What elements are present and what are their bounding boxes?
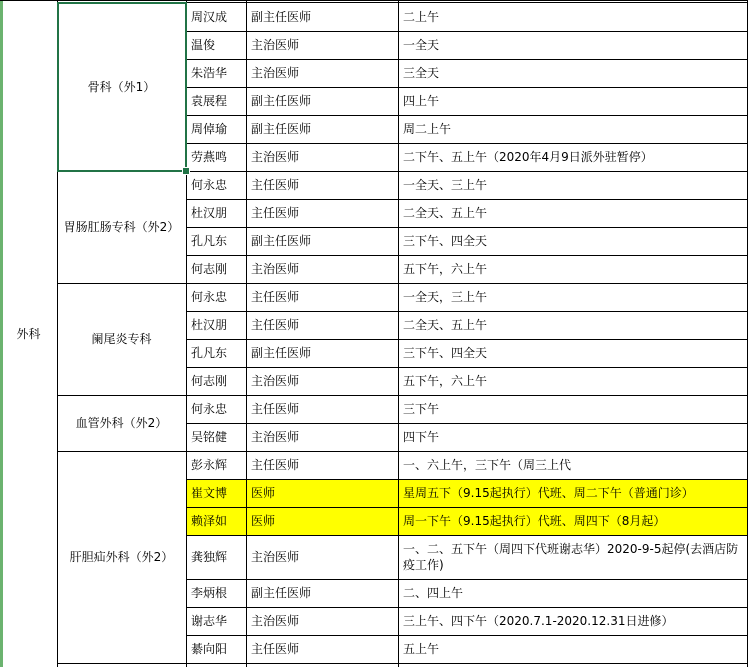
grid-line xyxy=(186,199,747,200)
schedule-cell[interactable]: 三下午 xyxy=(403,402,440,416)
doctor-title-cell[interactable]: 主任医师 xyxy=(251,642,300,656)
schedule-cell[interactable]: 二下午、五上午（2020年4月9日派外驻暂停） xyxy=(403,150,653,164)
grid-line xyxy=(186,635,747,636)
doctor-name-cell[interactable]: 周汉成 xyxy=(191,9,228,24)
doctor-name-cell[interactable]: 綦向阳 xyxy=(191,642,228,656)
doctor-title-cell[interactable]: 主治医师 xyxy=(251,66,300,80)
doctor-name-cell[interactable]: 谢志华 xyxy=(191,614,228,628)
doctor-title-cell[interactable]: 主任医师 xyxy=(251,318,300,332)
subdepartment-cell[interactable]: 肝胆疝外科（外2） xyxy=(69,550,174,564)
doctor-title-cell[interactable]: 主治医师 xyxy=(251,38,300,52)
grid-line xyxy=(186,479,747,480)
doctor-name-cell[interactable]: 孔凡东 xyxy=(191,346,228,360)
schedule-cell[interactable]: 一、六上午，三下午（周三上代 xyxy=(403,458,572,472)
grid-line xyxy=(246,0,247,667)
doctor-name-cell[interactable]: 孔凡东 xyxy=(191,234,228,248)
schedule-cell[interactable]: 二全天、五上午 xyxy=(403,318,488,332)
doctor-title-cell[interactable]: 副主任医师 xyxy=(251,122,312,136)
doctor-name-cell[interactable]: 何永忠 xyxy=(191,178,228,192)
grid-line xyxy=(186,507,747,508)
doctor-name-cell[interactable]: 何志刚 xyxy=(191,262,228,276)
selected-cell-border xyxy=(57,2,187,172)
schedule-cell[interactable]: 三下午、四全天 xyxy=(403,346,488,360)
grid-line xyxy=(186,423,747,424)
grid-line xyxy=(747,0,748,667)
schedule-cell[interactable]: 三全天 xyxy=(403,66,440,80)
grid-line xyxy=(186,2,747,3)
doctor-name-cell[interactable]: 温俊 xyxy=(191,38,216,52)
grid-line xyxy=(398,0,399,667)
doctor-title-cell[interactable]: 副主任医师 xyxy=(251,346,312,360)
schedule-cell[interactable]: 一全天 xyxy=(403,38,440,52)
schedule-cell[interactable]: 五下午，六上午 xyxy=(403,374,488,388)
grid-line xyxy=(57,663,186,664)
doctor-title-cell[interactable]: 副主任医师 xyxy=(251,234,312,248)
schedule-cell[interactable]: 四上午 xyxy=(403,94,440,108)
doctor-title-cell[interactable]: 主任医师 xyxy=(251,178,300,192)
doctor-name-cell[interactable]: 何志刚 xyxy=(191,374,228,388)
schedule-cell[interactable]: 四下午 xyxy=(403,430,440,444)
schedule-cell[interactable]: 五下午，六上午 xyxy=(403,262,488,276)
schedule-cell[interactable]: 二、四上午 xyxy=(403,586,464,600)
schedule-cell[interactable]: 二全天、五上午 xyxy=(403,206,488,220)
doctor-title-cell[interactable]: 主任医师 xyxy=(251,206,300,220)
subdepartment-cell[interactable]: 血管外科（外2） xyxy=(75,416,168,430)
doctor-name-cell[interactable]: 杜汉朋 xyxy=(191,206,228,220)
schedule-cell[interactable]: 三下午、四全天 xyxy=(403,234,488,248)
subdepartment-cell[interactable]: 阑尾炎专科 xyxy=(91,332,152,346)
grid-line xyxy=(0,0,747,1)
grid-line xyxy=(186,143,747,144)
schedule-cell[interactable]: 周二上午 xyxy=(403,122,452,136)
subdepartment-cell[interactable]: 胃肠肛肠专科（外2） xyxy=(63,220,180,234)
grid-line xyxy=(186,607,747,608)
grid-line xyxy=(57,283,186,284)
grid-line xyxy=(186,87,747,88)
grid-line xyxy=(186,395,747,396)
grid-line xyxy=(57,451,186,452)
doctor-title-cell[interactable]: 主治医师 xyxy=(251,262,300,276)
schedule-cell[interactable]: 一全天，三上午 xyxy=(403,290,488,304)
grid-line xyxy=(186,367,747,368)
grid-line xyxy=(186,171,747,172)
doctor-name-cell[interactable]: 吴铭健 xyxy=(191,430,228,444)
doctor-name-cell[interactable]: 劳燕鸣 xyxy=(191,150,228,164)
doctor-title-cell[interactable]: 主治医师 xyxy=(251,430,300,444)
grid-line xyxy=(186,339,747,340)
doctor-name-cell[interactable]: 彭永辉 xyxy=(191,458,228,472)
schedule-cell[interactable]: 一、二、五下午（周四下代班谢志华）2020-9-5起停(去酒店防疫工作) xyxy=(403,542,739,572)
fill-handle[interactable] xyxy=(182,167,190,175)
doctor-title-cell[interactable]: 医师 xyxy=(246,479,398,507)
doctor-title-cell[interactable]: 医师 xyxy=(246,507,398,535)
grid-line xyxy=(186,579,747,580)
doctor-name-cell[interactable]: 赖泽如 xyxy=(186,507,246,535)
schedule-cell[interactable]: 一全天、三上午 xyxy=(403,178,488,192)
doctor-title-cell[interactable]: 主任医师 xyxy=(251,458,300,472)
grid-line xyxy=(186,59,747,60)
doctor-title-cell[interactable]: 副主任医师 xyxy=(251,9,312,24)
doctor-name-cell[interactable]: 杜汉朋 xyxy=(191,318,228,332)
grid-line xyxy=(186,535,747,536)
doctor-name-cell[interactable]: 周倬瑜 xyxy=(191,122,228,136)
grid-line xyxy=(186,283,747,284)
grid-line xyxy=(186,227,747,228)
doctor-title-cell[interactable]: 主治医师 xyxy=(251,374,300,388)
doctor-name-cell[interactable]: 何永忠 xyxy=(191,402,228,416)
doctor-name-cell[interactable]: 朱浩华 xyxy=(191,66,228,80)
subdepartment-cell[interactable]: 骨科（外1） xyxy=(87,79,156,94)
doctor-name-cell[interactable]: 崔文博 xyxy=(186,479,246,507)
department-cell[interactable]: 外科 xyxy=(16,326,41,341)
doctor-name-cell[interactable]: 何永忠 xyxy=(191,290,228,304)
grid-line xyxy=(186,663,747,664)
doctor-name-cell[interactable]: 龚独辉 xyxy=(191,550,228,564)
doctor-title-cell[interactable]: 主治医师 xyxy=(251,150,300,164)
schedule-cell[interactable]: 星周五下（9.15起执行）代班、周二下午（普通门诊） xyxy=(398,479,747,507)
doctor-title-cell[interactable]: 主任医师 xyxy=(251,402,300,416)
grid-line xyxy=(186,115,747,116)
grid-line xyxy=(186,255,747,256)
doctor-title-cell[interactable]: 主治医师 xyxy=(251,550,300,564)
doctor-title-cell[interactable]: 主治医师 xyxy=(251,614,300,628)
schedule-cell[interactable]: 周一下午（9.15起执行）代班、周四下（8月起） xyxy=(398,507,747,535)
doctor-title-cell[interactable]: 副主任医师 xyxy=(251,94,312,108)
grid-line xyxy=(57,395,186,396)
schedule-cell[interactable]: 五上午 xyxy=(403,642,440,656)
schedule-cell[interactable]: 三上午、四下午（2020.7.1-2020.12.31日进修） xyxy=(403,614,674,628)
doctor-name-cell[interactable]: 袁展程 xyxy=(191,94,228,108)
doctor-title-cell[interactable]: 副主任医师 xyxy=(251,586,312,600)
schedule-cell[interactable]: 二上午 xyxy=(403,9,440,24)
doctor-name-cell[interactable]: 李炳根 xyxy=(191,586,228,600)
grid-line xyxy=(186,311,747,312)
doctor-title-cell[interactable]: 主任医师 xyxy=(251,290,300,304)
grid-line xyxy=(186,451,747,452)
grid-line xyxy=(186,31,747,32)
